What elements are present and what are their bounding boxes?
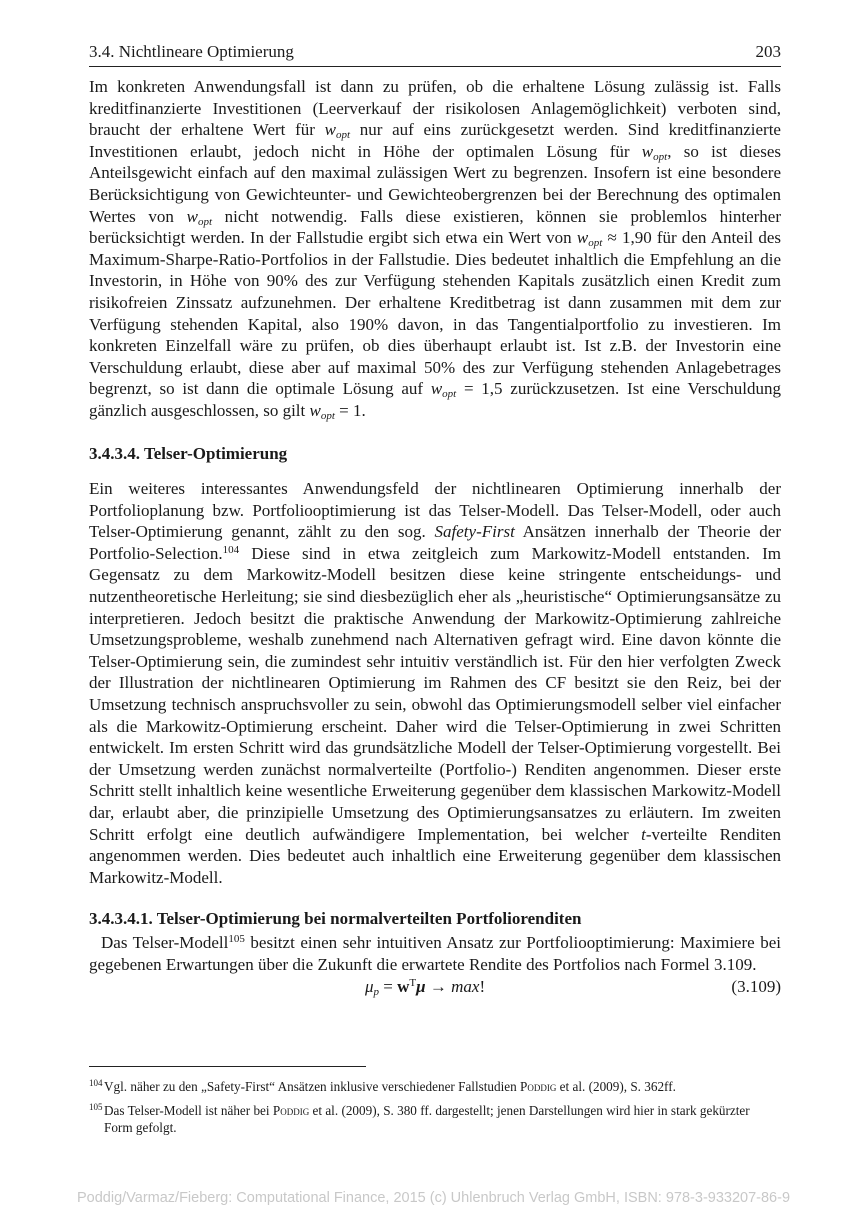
math-subscript: opt <box>335 129 351 142</box>
text-run: ≈ 1,90 für den Anteil des Maximum-Sharpe-Ratio-Portfolios in der Fallstudie. Dies bedeutet inhaltlich die Empfehlung an die Investorin, in Höhe von 90% des zur Verfügung stehenden Kapitals zusätzlich einen Kredit zum risikofreien Zinssatz aufzunehmen. Der erhaltene Kreditbetrag ist dann zusammen mit dem zur Verfügung stehenden Kapital, also 190% davon, in das Tangentialportfolio zu investieren. Im konkreten Einzelfall wäre zu prüfen, ob dies überhaupt erlaubt ist. Ist z.B. der Investorin eine Verschuldung erlaubt, diese aber auf maximal 50% des zur Verfügung stehenden Anlagebetrages begrenzt, so ist dann die optimale Lösung auf <box>89 228 781 399</box>
math-var: w <box>309 400 321 420</box>
math-subscript: opt <box>442 388 457 401</box>
math-w-opt <box>430 379 457 401</box>
footnotes <box>89 1078 781 1143</box>
math-vector-w: w <box>397 977 410 997</box>
text-run: Das Telser-Modell <box>101 932 229 952</box>
equation-formula <box>365 976 485 998</box>
author-name: Poddig <box>272 1103 310 1118</box>
math-w-opt <box>576 228 603 250</box>
text-run: , so ist dieses Anteilsgewicht einfach auf den maximal zulässigen Wert zu begrenzen. Insofern ist eine besondere Berücksichtigung von Gewichteunter- und Gewichteobergrenzen bei der Berechnung des optimalen Wertes von <box>89 141 781 226</box>
page-number: 203 <box>755 42 781 61</box>
footnote-number: 105 <box>89 1102 103 1112</box>
math-arrow: → <box>425 977 452 997</box>
footnote-104 <box>89 1078 781 1095</box>
text-run: besitzt einen sehr intuitiven Ansatz zur Portfoliooptimierung: Maximiere bei gegebenen Erwartungen über die Zukunft die erwartete Rendite des Portfolios nach Formel 3.109. <box>89 932 781 974</box>
footnote-divider <box>89 1066 366 1067</box>
math-var: w <box>641 141 654 161</box>
math-subscript: opt <box>197 215 212 228</box>
math-var-t: t <box>641 824 646 844</box>
math-equals: = <box>379 977 398 997</box>
equation-3-109 <box>89 976 781 998</box>
math-mu: μ <box>365 977 374 997</box>
copyright-watermark: Poddig/Varmaz/Fieberg: Computational Finance, 2015 (c) Uhlenbruch Verlag GmbH, ISBN: 978-3-933207-86-9 <box>76 1190 791 1206</box>
math-vector-mu: μ <box>416 977 426 997</box>
math-w-opt <box>324 120 351 142</box>
text-run: et al. (2009), S. 380 ff. dargestellt; jenen Darstellungen wird hier in stark gekürzter Form gefolgt. <box>104 1103 750 1135</box>
footnote-ref-105[interactable]: 105 <box>228 932 245 945</box>
text-run: = 1. <box>334 400 366 420</box>
running-header-title: 3.4. Nichtlineare Optimierung <box>89 42 294 61</box>
math-w-opt <box>187 207 212 226</box>
text-run: Ein weiteres interessantes Anwendungsfeld der nichtlinearen Optimierung innerhalb der Portfolioplanung bzw. Portfoliooptimierung ist das Telser-Modell. Das Telser-Modell, oder auch Telser-Optimierung genannt, zählt zu den sog. <box>89 479 781 542</box>
section-heading-3434: 3.4.3.4. Telser-Optimierung <box>89 443 288 463</box>
footnote-ref-104[interactable]: 104 <box>222 543 240 556</box>
equation-number: (3.109) <box>731 977 781 997</box>
text-run: -verteilte Renditen angenommen werden. Dies bedeutet auch inhaltlich eine Erweiterung gegenüber dem klassischen Markowitz-Modell. <box>89 824 781 887</box>
paragraph-telser-intro <box>89 478 781 888</box>
math-var: w <box>324 120 336 140</box>
text-run: Ansätzen innerhalb der Theorie der Portfolio-Selection. <box>89 522 782 563</box>
page-body <box>89 76 781 998</box>
math-bang: ! <box>479 977 486 997</box>
math-subscript: p <box>373 986 380 999</box>
section-heading-34341: 3.4.3.4.1. Telser-Optimierung bei normalverteilten Portfoliorenditen <box>89 909 582 929</box>
emphasis-safety-first: Safety-First <box>434 522 515 542</box>
text-run: = 1,5 zurückzusetzen. Ist eine Verschuldung gänzlich ausgeschlossen, so gilt <box>89 379 781 420</box>
text-run: Das Telser-Modell ist näher bei <box>104 1103 273 1118</box>
text-run: Diese sind in etwa zeitgleich zum Markowitz-Modell entstanden. Im Gegensatz zu dem Markowitz-Modell besitzen diese keine stringente entscheidungs- und nutzentheoretische Herleitung; sie sind diesbezüglich eher als „heuristische“ Optimierungsansätze zu interpretieren. Jedoch besitzt die praktische Anwendung der Markowitz-Optimierung zahlreiche Umsetzungsprobleme, weshalb zunehmend nach Alternativen gefragt wird. Eine davon könnte die Telser-Optimierung sein, die zumindest sehr intuitiv verständlich ist. Für den hier verfolgten Zweck der Illustration der nichtlinearen Optimierung im Rahmen des CF besitzt sie den Reiz, bei der Umsetzung technisch anspruchsvoller zu sein, obwohl das Optimierungsmodell selber viel einfacher als die Markowitz-Optimierung erscheint. Daher wird die Telser-Optimierung in zwei Schritten entwickelt. Im ersten Schritt wird das grundsätzliche Modell der Telser-Optimierung vorgestellt. Bei der Umsetzung werden zunächst normalverteilte (Portfolio-) Renditen angenommen. Dieser erste Schritt stellt inhaltlich keine wesentliche Erweiterung gegenüber dem klassischen Markowitz-Modell dar, erlaubt aber, die prinzipielle Umsetzung des Optimierungsansatzes zu erläutern. Im zweiten Schritt erfolgt eine deutlich aufwändigere Implementation, bei welcher <box>89 543 781 844</box>
math-transpose: T <box>409 977 417 990</box>
text-run: Im konkreten Anwendungsfall ist dann zu prüfen, ob die erhaltene Lösung zulässig ist. Falls kreditfinanzierte Investitionen (Leerverkauf der risikolosen Anlagemöglichkeit) verboten sind, braucht der erhaltene Wert für <box>89 77 781 140</box>
math-var: w <box>430 379 443 399</box>
running-header <box>89 42 781 67</box>
paragraph-wopt <box>89 76 781 422</box>
footnote-105 <box>89 1102 781 1136</box>
text-run: Vgl. näher zu den „Safety-First“ Ansätzen inklusive verschiedener Fallstudien <box>104 1079 521 1094</box>
text-run: et al. (2009), S. 362ff. <box>556 1079 676 1094</box>
math-subscript: opt <box>320 409 335 422</box>
math-subscript: opt <box>588 237 603 250</box>
author-name: Poddig <box>520 1079 557 1094</box>
text-run: nicht notwendig. Falls diese existieren, können sie problemlos hinterher berücksichtigt werden. In der Fallstudie ergibt sich etwa ein Wert von <box>89 206 781 248</box>
math-subscript: opt <box>653 150 668 163</box>
math-max: max <box>451 977 480 997</box>
footnote-number: 104 <box>89 1078 103 1088</box>
text-run: nur auf eins zurückgesetzt werden. Sind kreditfinanzierte Investitionen erlaubt, jedoch nicht in Höhe der optimalen Lösung für <box>89 120 781 161</box>
math-var: w <box>576 228 589 248</box>
math-w-opt <box>310 401 335 420</box>
math-w-opt <box>642 142 667 161</box>
math-var: w <box>186 206 198 226</box>
paragraph-telser-model <box>89 932 781 975</box>
